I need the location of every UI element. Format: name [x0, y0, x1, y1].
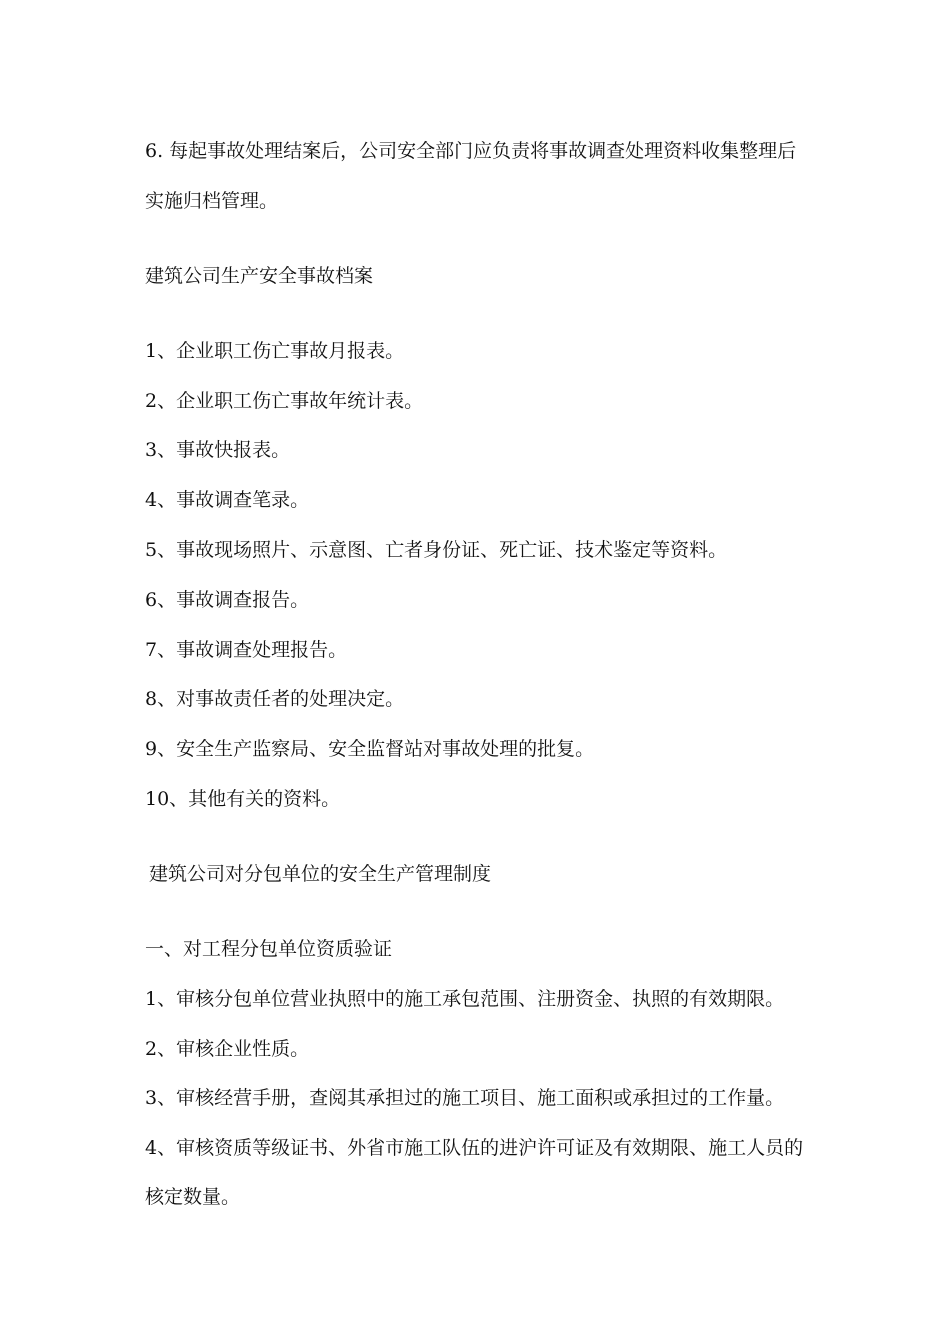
section-title-subcontractor-management: 建筑公司对分包单位的安全生产管理制度	[149, 863, 492, 885]
list-item: 1、企业职工伤亡事故月报表。	[145, 340, 405, 362]
list-item: 6、事故调查报告。	[145, 589, 310, 611]
list-item: 5、事故现场照片、示意图、亡者身份证、死亡证、技术鉴定等资料。	[145, 539, 728, 561]
list-item-continuation: 核定数量。	[145, 1186, 241, 1208]
list-item: 10、其他有关的资料。	[145, 788, 341, 810]
paragraph-item-6-line-2: 实施归档管理。	[145, 190, 279, 212]
list-item: 9、安全生产监察局、安全监督站对事故处理的批复。	[145, 738, 595, 760]
list-item: 2、审核企业性质。	[145, 1038, 310, 1060]
section-subheading: 一、对工程分包单位资质验证	[145, 938, 393, 960]
list-item: 3、事故快报表。	[145, 439, 291, 461]
list-item: 8、对事故责任者的处理决定。	[145, 688, 405, 710]
list-item: 4、事故调查笔录。	[145, 489, 310, 511]
list-item: 1、审核分包单位营业执照中的施工承包范围、注册资金、执照的有效期限。	[145, 988, 785, 1010]
list-item: 4、审核资质等级证书、外省市施工队伍的进沪许可证及有效期限、施工人员的	[145, 1137, 804, 1159]
paragraph-item-6-line-1: 6. 每起事故处理结案后，公司安全部门应负责将事故调查处理资料收集整理后	[145, 140, 797, 162]
section-title-accident-archive: 建筑公司生产安全事故档案	[145, 265, 374, 287]
list-item: 3、审核经营手册，查阅其承担过的施工项目、施工面积或承担过的工作量。	[145, 1087, 785, 1109]
list-item: 2、企业职工伤亡事故年统计表。	[145, 390, 424, 412]
list-item: 7、事故调查处理报告。	[145, 639, 348, 661]
